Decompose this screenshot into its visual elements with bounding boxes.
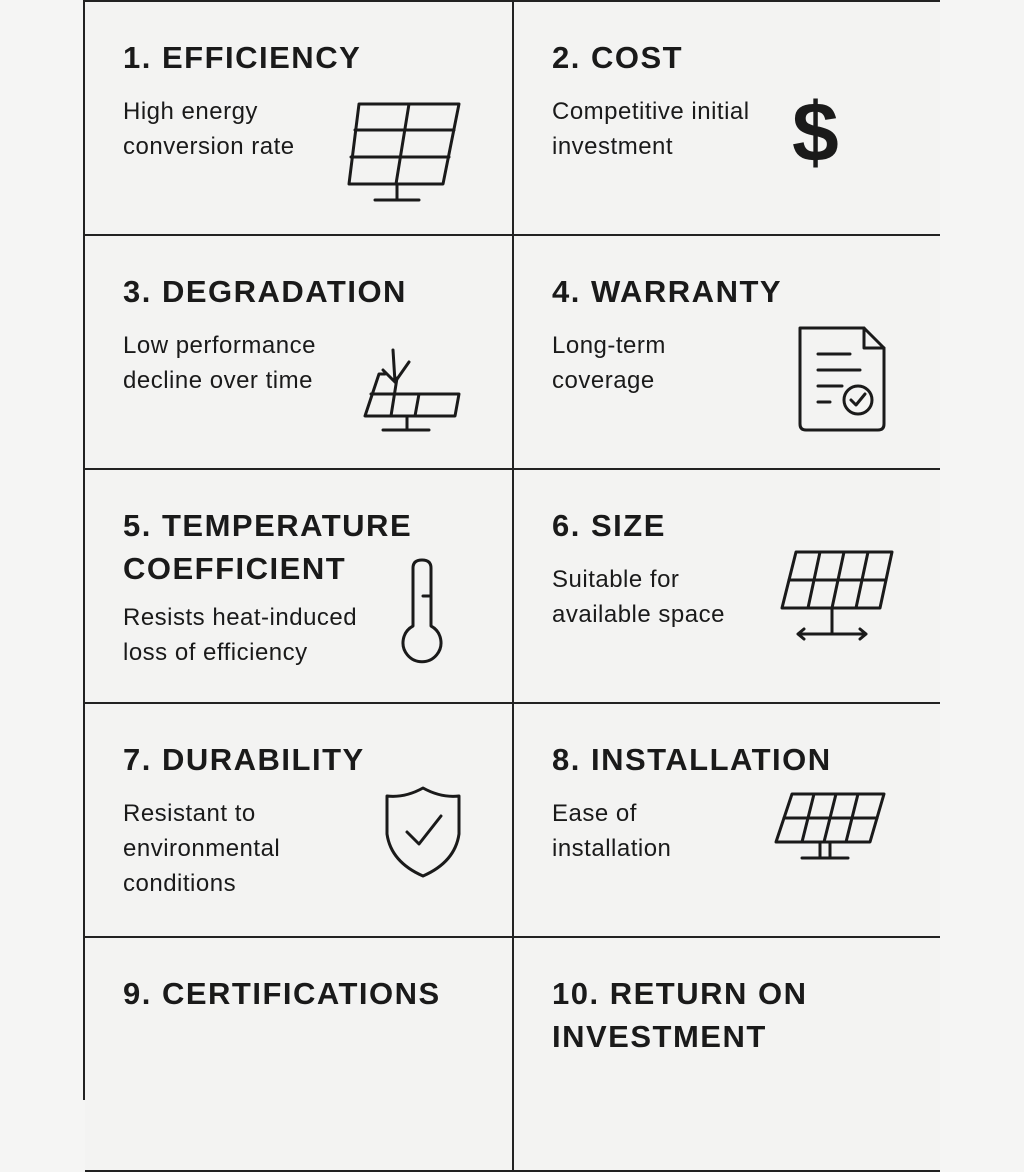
card-description: Competitive initial investment (552, 98, 750, 160)
card-description: High energy conversion rate (123, 98, 295, 160)
document-check-icon (794, 324, 890, 439)
card-title: 9. CERTIFICATIONS (123, 976, 441, 1011)
card-temperature-coefficient (85, 470, 513, 704)
card-title: 8. INSTALLATION (552, 742, 832, 777)
dollar-icon: $ (792, 85, 839, 179)
thermometer-icon (397, 556, 447, 673)
card-title: 2. COST (552, 40, 684, 75)
card-description: Low performance decline over time (123, 332, 316, 394)
card-return-on-investment (512, 938, 940, 1172)
solar-panel-icon (772, 790, 888, 871)
card-degradation (85, 236, 513, 470)
card-description: Resistant to environmental conditions (123, 800, 281, 897)
card-description: Resists heat-induced loss of efficiency (123, 604, 358, 666)
card-durability (85, 704, 513, 938)
card-warranty (512, 236, 940, 470)
card-installation (512, 704, 940, 938)
card-description: Ease of installation (552, 800, 672, 862)
solar-panel-down-arrow-icon (363, 334, 463, 443)
card-description: Long-term coverage (552, 332, 666, 394)
card-title: 7. DURABILITY (123, 742, 365, 777)
card-size (512, 470, 940, 704)
card-title: 4. WARRANTY (552, 274, 783, 309)
card-title: 10. RETURN ON INVESTMENT (552, 976, 808, 1054)
card-cost (512, 2, 940, 236)
card-efficiency (85, 2, 513, 236)
card-certifications (85, 938, 513, 1172)
shield-check-icon (383, 784, 463, 885)
solar-panel-icon (347, 100, 463, 209)
card-title: 3. DEGRADATION (123, 274, 407, 309)
solar-panel-width-icon (780, 548, 896, 653)
card-description: Suitable for available space (552, 566, 725, 628)
card-title: 6. SIZE (552, 508, 666, 543)
criteria-grid (83, 0, 940, 1100)
card-title: 1. EFFICIENCY (123, 40, 362, 75)
card-title: 5. TEMPERATURE COEFFICIENT (123, 508, 413, 586)
